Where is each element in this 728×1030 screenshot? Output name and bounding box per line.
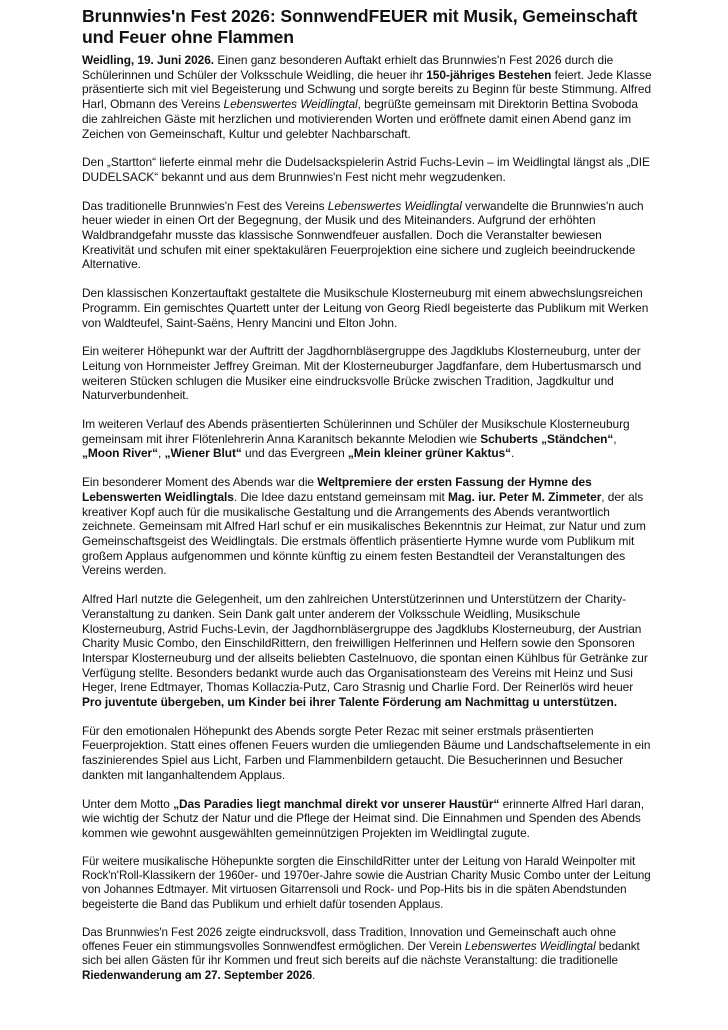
text-run: , der als kreativer Kopf auch für die musikalische Gestaltung und die Arrangements des Abends verantwortlich zeichnete. Gemeinsam mit Alfred Harl schuf er ein musikalisches Bekenntnis zur Heimat, zur Natur und zum Gemeinschaftsgeist des Weidlingtals. Die erstmals öffentlich präsentierte Hymne wurde vom Publikum mit großem Applaus aufgenommen und könnte künftig zu einem festen Bestandteil der Veranstaltungen des Vereins werden.: [82, 489, 646, 578]
text-run: Den „Startton“ lieferte einmal mehr die Dudelsackspielerin Astrid Fuchs-Levin – im Weidlingtal längst als „DIE DUDELSACK“ bekannt und aus dem Brunnwies'n Fest nicht mehr wegzudenken.: [82, 155, 650, 184]
bold-text: „Moon River“: [82, 446, 159, 461]
text-run: erinnerte Alfred Harl daran, wie wichtig der Schutz der Natur und die Pflege der Heimat sind. Die Einnahmen und Spenden des Abends kommen wie gewohnt ausgewählten gemeinnützigen Projekten im Weidlingtal zugute.: [82, 796, 644, 840]
text-run: Das traditionelle Brunnwies'n Fest des Vereins: [82, 198, 328, 213]
text-run: Ein besonderer Moment des Abends war die: [82, 475, 318, 490]
bold-text: Pro juventute übergeben, um Kinder bei ihrer Talente Förderung am Nachmittag u unterstützen.: [82, 695, 617, 710]
italic-text: Lebenswertes Weidlingtal: [327, 198, 462, 213]
paragraph: [82, 855, 652, 912]
paragraph: [82, 344, 652, 403]
paragraph: [82, 155, 652, 184]
text-run: .: [312, 968, 316, 982]
bold-text: „Das Paradies liegt manchmal direkt vor unserer Haustür“: [173, 796, 500, 811]
text-run: , begrüßte gemeinsam mit Direktorin Bettina Svoboda die zahlreichen Gäste mit herzlichen und motivierenden Worten und eröffnete damit einen Abend ganz im Zeichen von Gemeinschaft, Kultur und gelebter Nachbarschaft.: [82, 97, 638, 141]
text-run: Den klassischen Konzertauftakt gestaltete die Musikschule Klosterneuburg mit einem abwechslungsreichen Programm. Ein gemischtes Quartett unter der Leitung von Georg Riedl begeisterte das Publikum mit Werken von Waldteufel, Saint-Saëns, Henry Mancini und Elton John.: [82, 286, 649, 330]
text-run: Einen ganz besonderen Auftakt erhielt das Brunnwies'n Fest 2026 durch die Schülerinnen und Schüler der Volksschule Weidling, die heuer ihr: [82, 53, 614, 82]
text-run: verwandelte die Brunnwies'n auch heuer wieder in einen Ort der Begegnung, der Musik und des Miteinanders. Aufgrund der erhöhten Waldbrandgefahr musste das klassische Sonnwendfeuer ausfallen. Doch die Veranstalter bewiesen Kreativität und schufen mit einer spektakulären Feuerprojektion eine sichere und zugleich beeindruckende Alternative.: [82, 198, 644, 272]
paragraph: [82, 475, 652, 578]
paragraph: [82, 199, 652, 273]
bold-text: „Mein kleiner grüner Kaktus“: [347, 446, 512, 461]
bold-text: Weltpremiere der ersten Fassung der Hymne des Lebenswerten Weidlingtals: [82, 475, 592, 504]
bold-text: Mag. iur. Peter M. Zimmeter: [448, 489, 602, 504]
article-title: Brunnwies'n Fest 2026: SonnwendFEUER mit Musik, Gemeinschaft und Feuer ohne Flammen: [82, 6, 638, 47]
text-run: und das Evergreen: [241, 446, 348, 461]
paragraph: [82, 53, 652, 141]
text-run: Unter dem Motto: [82, 796, 174, 811]
bold-text: „Wiener Blut“: [164, 446, 242, 461]
bold-text: Riedenwanderung am 27. September 2026: [82, 968, 313, 982]
article-body: [82, 53, 652, 997]
text-run: ,: [613, 431, 617, 446]
text-run: feiert. Jede Klasse präsentierte sich mit viel Begeisterung und Schwung und sorgte bereits zu Beginn für beste Stimmung. Alfred Harl, Obmann des Vereins: [82, 67, 652, 112]
text-run: .: [511, 446, 515, 461]
text-run: Alfred Harl nutzte die Gelegenheit, um den zahlreichen Unterstützerinnen und Unterstützern der Charity-Veranstaltung zu danken. Sein Dank galt unter anderem der Volksschule Weidling, Musikschule Klosterneuburg, Astrid Fuchs-Levin, der Jagdhornbläsergruppe des Jagdklubs Klosterneuburg, der Austrian Charity Music Combo, den EinschildRittern, den freiwilligen Helferinnen und Helfern sowie den Sponsoren Interspar Klosterneuburg und der allseits beliebten Castelnuovo, die spontan einen Kühlbus für Getränke zur Verfügung stellte. Besonders bedankt wurde auch das Organisationsteam des Vereins mit Heinz und Susi Heger, Irene Edtmayer, Thomas Kollaczia-Putz, Caro Strasnig und Charlie Ford. Der Reinerlös wird heuer: [82, 592, 648, 695]
text-run: bedankt sich bei allen Gästen für ihr Kommen und freut sich bereits auf die nächste Veranstaltung: die traditionelle: [82, 940, 640, 968]
paragraph: [82, 592, 652, 710]
text-run: Ein weiterer Höhepunkt war der Auftritt der Jagdhornbläsergruppe des Jagdklubs Klosterneuburg, unter der Leitung von Hornmeister Jeffrey Greiman. Mit der Klosterneuburger Jagdfanfare, dem Hubertusmarsch und weiteren Stücken schlugen die Musiker eine eindrucksvolle Brücke zwischen Tradition, Jagdkultur und Naturverbundenheit.: [82, 344, 642, 403]
bold-text: Weidling, 19. Juni 2026.: [82, 53, 215, 67]
italic-text: Lebenswertes Weidlingtal: [464, 940, 596, 954]
text-run: ,: [158, 446, 165, 461]
paragraph: [82, 286, 652, 330]
italic-text: Lebenswertes Weidlingtal: [223, 97, 358, 112]
text-run: Im weiteren Verlauf des Abends präsentierten Schülerinnen und Schüler der Musikschule Klosterneuburg gemeinsam mit ihrer Flötenlehrerin Anna Karanitsch bekannte Melodien wie: [82, 417, 630, 446]
text-run: Für weitere musikalische Höhepunkte sorgten die EinschildRitter unter der Leitung von Harald Weinpolter mit Rock'n'Roll-Klassikern der 1960er- und 1970er-Jahre sowie die Austrian Charity Music Combo unter der Leitung von Johannes Edtmayer. Mit virtuosen Gitarrensoli und Rock- und Pop-Hits bis in die späten Abendstunden begeisterte die Band das Publikum und erhielt dafür tosenden Applaus.: [82, 854, 651, 911]
paragraph: [82, 417, 652, 461]
text-run: Das Brunnwies'n Fest 2026 zeigte eindrucksvoll, dass Tradition, Innovation und Gemeinschaft auch ohne offenes Feuer ein stimmungsvolles Sonnwendfest ermöglichen. Der Verein: [82, 925, 617, 954]
bold-text: 150-jähriges Bestehen: [426, 67, 552, 82]
text-run: . Die Idee dazu entstand gemeinsam mit: [233, 489, 449, 504]
bold-text: Schuberts „Ständchen“: [480, 431, 614, 446]
paragraph: [82, 926, 652, 983]
text-run: Für den emotionalen Höhepunkt des Abends sorgte Peter Rezac mit seiner erstmals präsentierten Feuerprojektion. Statt eines offenen Feuers wurden die umliegenden Bäume und Landschaftselemente in ein faszinierendes Spiel aus Licht, Farben und Flammenbildern getaucht. Die Besucherinnen und Besucher dankten mit langanhaltendem Applaus.: [82, 723, 651, 782]
paragraph: [82, 724, 652, 783]
paragraph: [82, 797, 652, 841]
